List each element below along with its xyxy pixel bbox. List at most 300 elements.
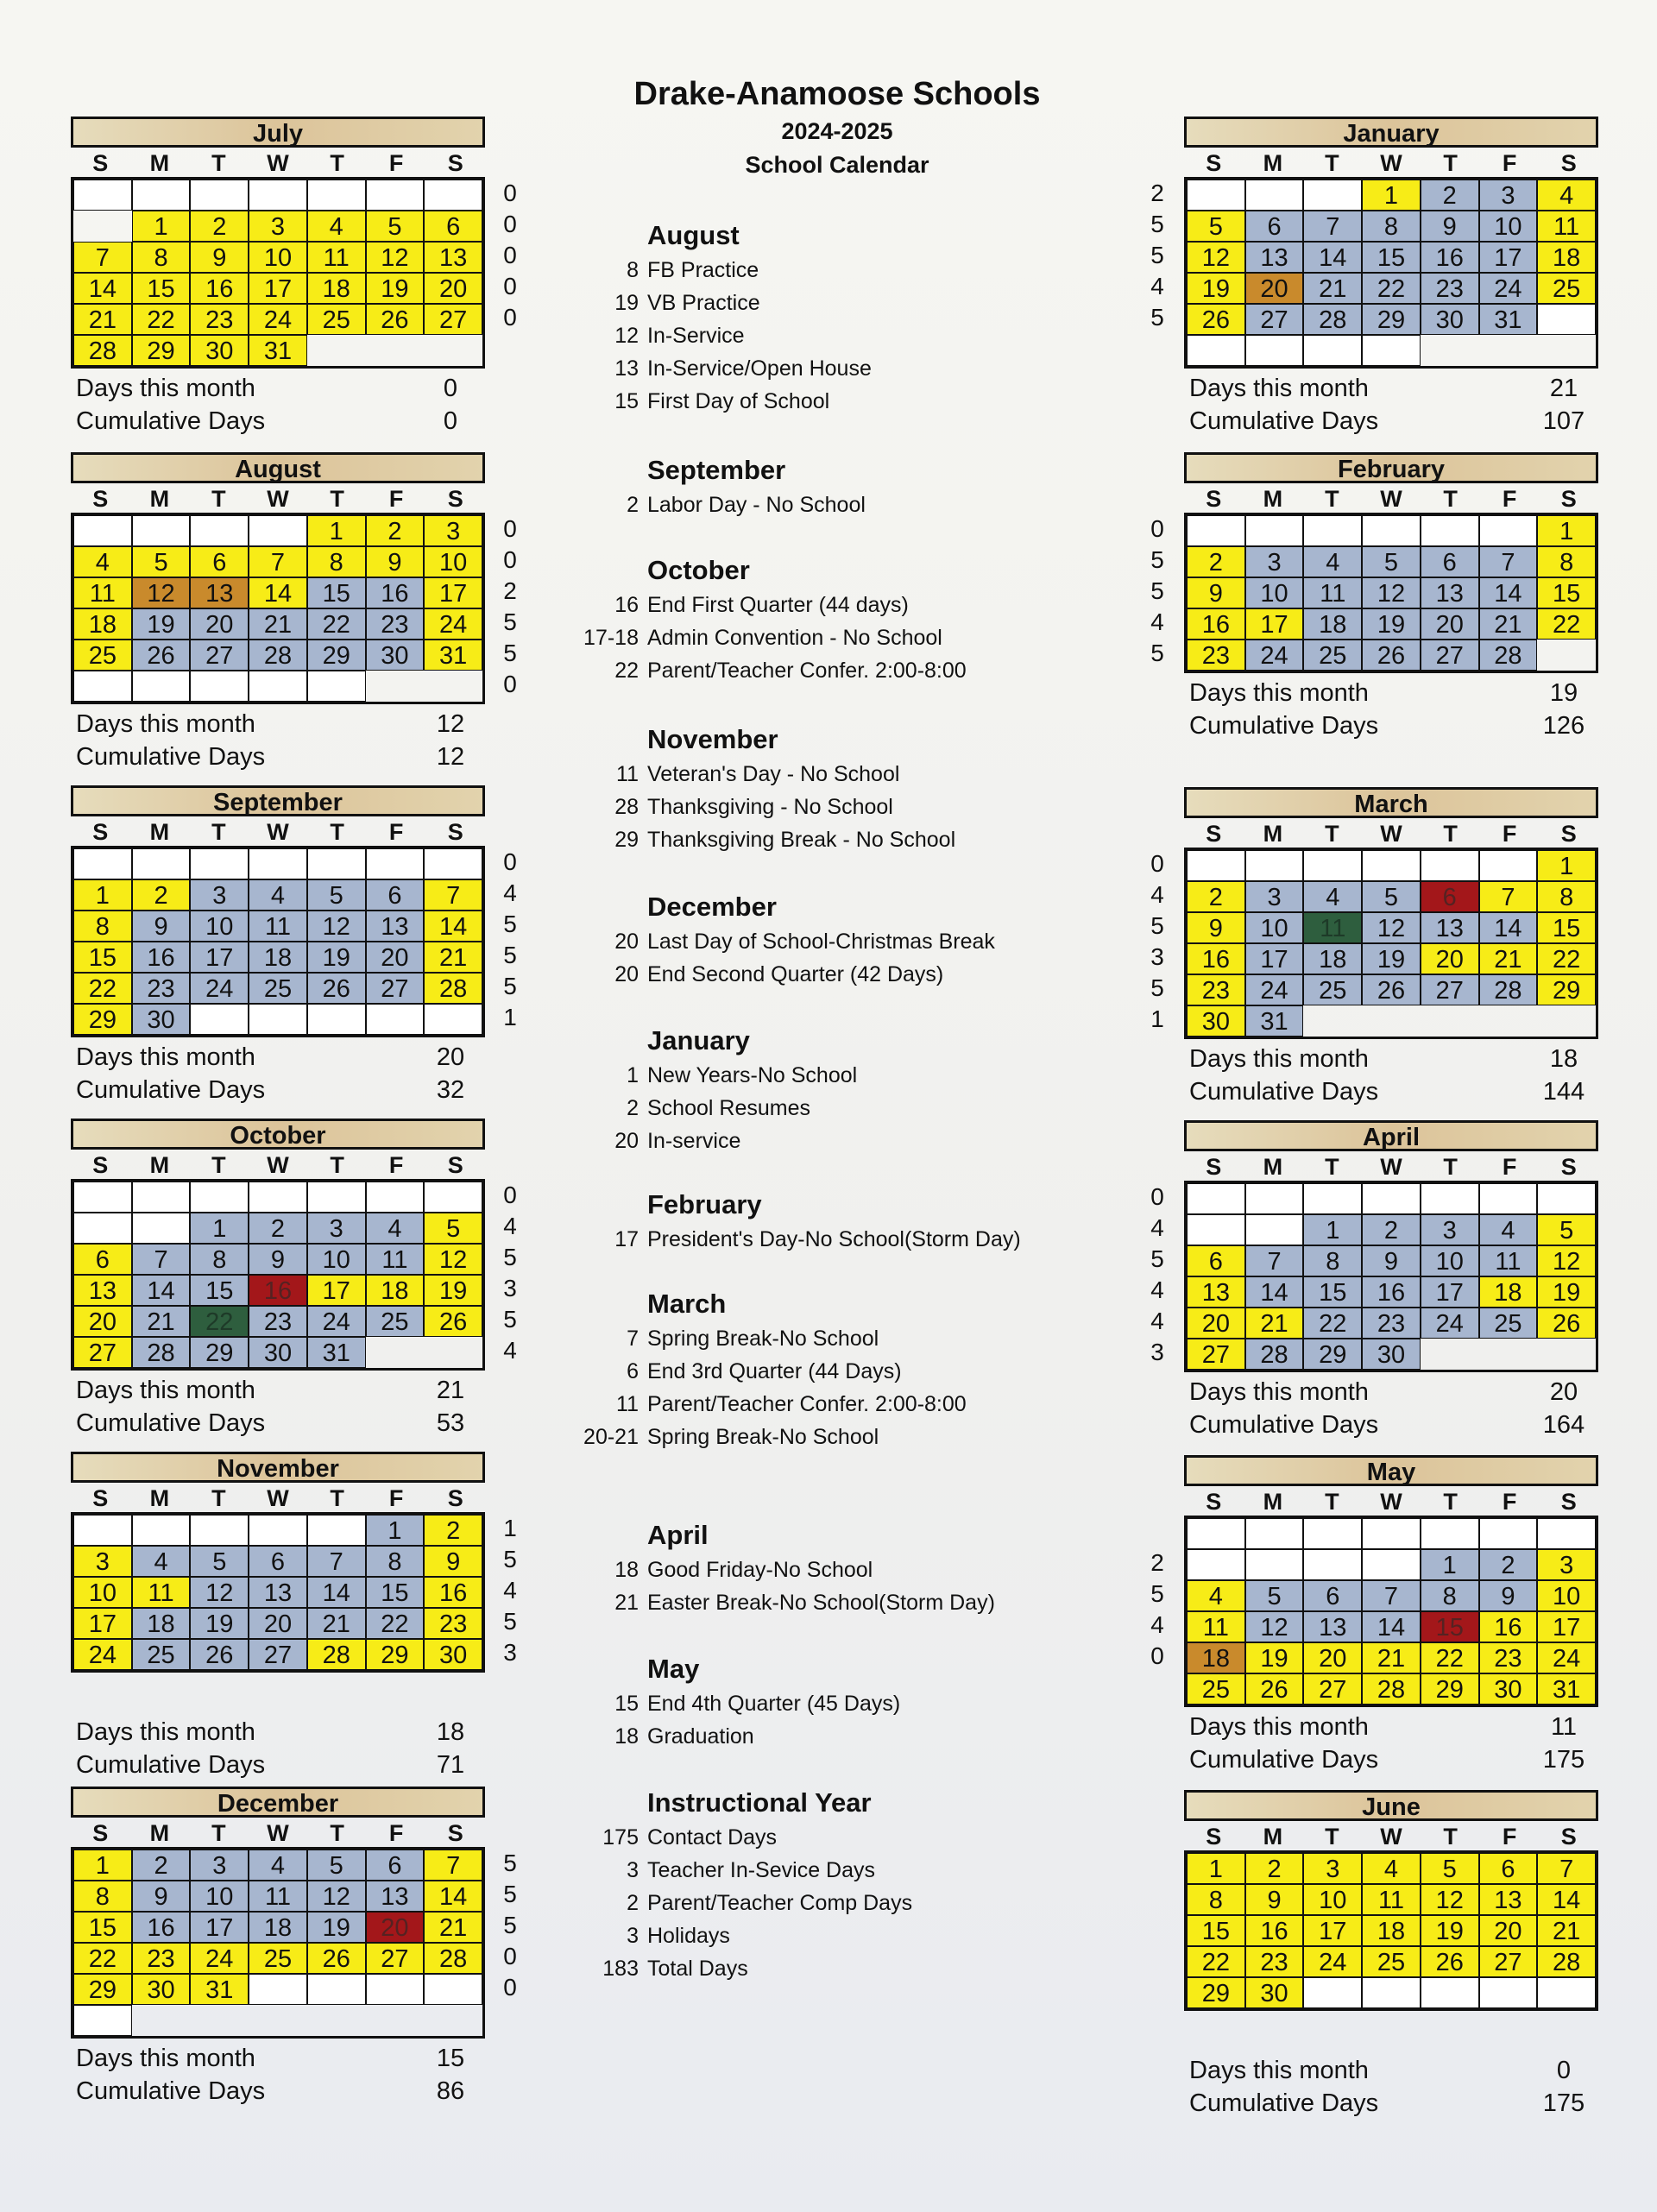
day-cell[interactable]: 7	[249, 546, 307, 577]
day-cell[interactable]: 5	[1362, 881, 1421, 912]
day-cell[interactable]: 4	[73, 546, 132, 577]
day-cell[interactable]: 9	[249, 1244, 307, 1275]
day-cell[interactable]: 18	[1537, 242, 1596, 273]
day-cell[interactable]: 24	[1245, 974, 1304, 1005]
day-cell[interactable]: 16	[1245, 1915, 1304, 1946]
day-cell[interactable]: 26	[1537, 1308, 1596, 1339]
day-cell[interactable]: 17	[190, 942, 249, 973]
day-cell[interactable]: 30	[1421, 304, 1479, 335]
day-cell[interactable]: 6	[1187, 1245, 1245, 1276]
day-cell[interactable]: 20	[249, 1608, 307, 1639]
day-cell[interactable]: 18	[249, 1912, 307, 1943]
day-cell[interactable]: 19	[424, 1275, 482, 1306]
day-cell[interactable]: 3	[249, 211, 307, 242]
day-cell[interactable]: 29	[1303, 1339, 1362, 1370]
day-cell[interactable]: 22	[190, 1306, 249, 1337]
day-cell[interactable]: 23	[1362, 1308, 1421, 1339]
day-cell[interactable]: 10	[249, 242, 307, 273]
day-cell[interactable]: 28	[1362, 1673, 1421, 1705]
day-cell[interactable]: 21	[73, 304, 132, 335]
day-cell[interactable]: 5	[424, 1213, 482, 1244]
day-cell[interactable]: 4	[249, 1850, 307, 1881]
day-cell[interactable]: 16	[190, 273, 249, 304]
day-cell[interactable]: 19	[132, 608, 191, 640]
day-cell[interactable]: 5	[1421, 1853, 1479, 1884]
day-cell[interactable]: 21	[1303, 273, 1362, 304]
day-cell[interactable]: 20	[73, 1306, 132, 1337]
day-cell[interactable]: 12	[424, 1244, 482, 1275]
day-cell[interactable]: 14	[307, 1577, 366, 1608]
day-cell[interactable]: 11	[366, 1244, 425, 1275]
day-cell[interactable]: 18	[307, 273, 366, 304]
day-cell[interactable]: 7	[73, 242, 132, 273]
day-cell[interactable]: 28	[1303, 304, 1362, 335]
day-cell[interactable]: 12	[132, 577, 191, 608]
day-cell[interactable]: 27	[366, 1943, 425, 1974]
day-cell[interactable]: 15	[190, 1275, 249, 1306]
day-cell[interactable]: 22	[73, 973, 132, 1004]
day-cell[interactable]: 17	[1537, 1611, 1596, 1642]
day-cell[interactable]: 2	[424, 1515, 482, 1546]
day-cell[interactable]: 16	[249, 1275, 307, 1306]
day-cell[interactable]: 28	[1537, 1946, 1596, 1977]
day-cell[interactable]: 18	[366, 1275, 425, 1306]
day-cell[interactable]: 5	[307, 879, 366, 911]
day-cell[interactable]: 10	[424, 546, 482, 577]
day-cell[interactable]: 23	[1245, 1946, 1304, 1977]
day-cell[interactable]: 26	[1362, 974, 1421, 1005]
day-cell[interactable]: 25	[366, 1306, 425, 1337]
day-cell[interactable]: 22	[1537, 608, 1596, 640]
day-cell[interactable]: 17	[249, 273, 307, 304]
day-cell[interactable]: 17	[1245, 608, 1304, 640]
day-cell[interactable]: 16	[1187, 943, 1245, 974]
day-cell[interactable]: 1	[132, 211, 191, 242]
day-cell[interactable]: 22	[1187, 1946, 1245, 1977]
day-cell[interactable]: 15	[307, 577, 366, 608]
day-cell[interactable]: 8	[1303, 1245, 1362, 1276]
day-cell[interactable]: 3	[1479, 180, 1538, 211]
day-cell[interactable]: 11	[1303, 577, 1362, 608]
day-cell[interactable]: 27	[1421, 974, 1479, 1005]
day-cell[interactable]: 18	[1303, 608, 1362, 640]
day-cell[interactable]: 25	[1479, 1308, 1538, 1339]
day-cell[interactable]: 22	[307, 608, 366, 640]
day-cell[interactable]: 14	[424, 1881, 482, 1912]
day-cell[interactable]: 1	[73, 879, 132, 911]
day-cell[interactable]: 26	[190, 1639, 249, 1670]
day-cell[interactable]: 28	[132, 1337, 191, 1368]
day-cell[interactable]: 30	[190, 335, 249, 366]
day-cell[interactable]: 15	[366, 1577, 425, 1608]
day-cell[interactable]: 12	[1245, 1611, 1304, 1642]
day-cell[interactable]: 26	[424, 1306, 482, 1337]
day-cell[interactable]: 2	[1187, 881, 1245, 912]
day-cell[interactable]: 11	[132, 1577, 191, 1608]
day-cell[interactable]: 7	[424, 879, 482, 911]
day-cell[interactable]: 26	[1187, 304, 1245, 335]
day-cell[interactable]: 21	[1362, 1642, 1421, 1673]
day-cell[interactable]: 26	[366, 304, 425, 335]
day-cell[interactable]: 26	[307, 973, 366, 1004]
day-cell[interactable]: 15	[1303, 1276, 1362, 1308]
day-cell[interactable]: 4	[366, 1213, 425, 1244]
day-cell[interactable]: 15	[1421, 1611, 1479, 1642]
day-cell[interactable]: 22	[132, 304, 191, 335]
day-cell[interactable]: 1	[73, 1850, 132, 1881]
day-cell[interactable]: 27	[1303, 1673, 1362, 1705]
day-cell[interactable]: 6	[249, 1546, 307, 1577]
day-cell[interactable]: 26	[1245, 1673, 1304, 1705]
day-cell[interactable]: 27	[1421, 640, 1479, 671]
day-cell[interactable]: 4	[1303, 546, 1362, 577]
day-cell[interactable]: 19	[1362, 943, 1421, 974]
day-cell[interactable]: 26	[307, 1943, 366, 1974]
day-cell[interactable]: 21	[307, 1608, 366, 1639]
day-cell[interactable]: 8	[307, 546, 366, 577]
day-cell[interactable]: 1	[1537, 850, 1596, 881]
day-cell[interactable]: 30	[132, 1974, 191, 2005]
day-cell[interactable]: 16	[1479, 1611, 1538, 1642]
day-cell[interactable]: 21	[424, 942, 482, 973]
day-cell[interactable]: 13	[1479, 1884, 1538, 1915]
day-cell[interactable]: 20	[1479, 1915, 1538, 1946]
day-cell[interactable]: 26	[1362, 640, 1421, 671]
day-cell[interactable]: 5	[1362, 546, 1421, 577]
day-cell[interactable]: 31	[1479, 304, 1538, 335]
day-cell[interactable]: 7	[1245, 1245, 1304, 1276]
day-cell[interactable]: 6	[366, 1850, 425, 1881]
day-cell[interactable]: 7	[1479, 546, 1538, 577]
day-cell[interactable]: 17	[190, 1912, 249, 1943]
day-cell[interactable]: 3	[1537, 1549, 1596, 1580]
day-cell[interactable]: 7	[132, 1244, 191, 1275]
day-cell[interactable]: 20	[366, 1912, 425, 1943]
day-cell[interactable]: 28	[1479, 640, 1538, 671]
day-cell[interactable]: 16	[1362, 1276, 1421, 1308]
day-cell[interactable]: 27	[190, 640, 249, 671]
day-cell[interactable]: 7	[307, 1546, 366, 1577]
day-cell[interactable]: 25	[1362, 1946, 1421, 1977]
day-cell[interactable]: 28	[424, 1943, 482, 1974]
day-cell[interactable]: 4	[1479, 1214, 1538, 1245]
day-cell[interactable]: 11	[249, 1881, 307, 1912]
day-cell[interactable]: 2	[249, 1213, 307, 1244]
day-cell[interactable]: 31	[190, 1974, 249, 2005]
day-cell[interactable]: 9	[1245, 1884, 1304, 1915]
day-cell[interactable]: 9	[1362, 1245, 1421, 1276]
day-cell[interactable]: 6	[73, 1244, 132, 1275]
day-cell[interactable]: 13	[1421, 912, 1479, 943]
day-cell[interactable]: 19	[190, 1608, 249, 1639]
day-cell[interactable]: 5	[366, 211, 425, 242]
day-cell[interactable]: 24	[1479, 273, 1538, 304]
day-cell[interactable]: 7	[424, 1850, 482, 1881]
day-cell[interactable]: 28	[307, 1639, 366, 1670]
day-cell[interactable]: 3	[1421, 1214, 1479, 1245]
day-cell[interactable]: 8	[1537, 546, 1596, 577]
day-cell[interactable]: 28	[1245, 1339, 1304, 1370]
day-cell[interactable]: 29	[1537, 974, 1596, 1005]
day-cell[interactable]: 15	[1362, 242, 1421, 273]
day-cell[interactable]: 18	[132, 1608, 191, 1639]
day-cell[interactable]: 25	[249, 973, 307, 1004]
day-cell[interactable]: 12	[1362, 577, 1421, 608]
day-cell[interactable]: 14	[132, 1275, 191, 1306]
day-cell[interactable]: 27	[73, 1337, 132, 1368]
day-cell[interactable]: 15	[73, 942, 132, 973]
day-cell[interactable]: 4	[1362, 1853, 1421, 1884]
day-cell[interactable]: 29	[73, 1974, 132, 2005]
day-cell[interactable]: 19	[1362, 608, 1421, 640]
day-cell[interactable]: 21	[132, 1306, 191, 1337]
day-cell[interactable]: 28	[73, 335, 132, 366]
day-cell[interactable]: 15	[1537, 912, 1596, 943]
day-cell[interactable]: 24	[1303, 1946, 1362, 1977]
day-cell[interactable]: 21	[249, 608, 307, 640]
day-cell[interactable]: 18	[1362, 1915, 1421, 1946]
day-cell[interactable]: 29	[1362, 304, 1421, 335]
day-cell[interactable]: 19	[307, 1912, 366, 1943]
day-cell[interactable]: 23	[132, 1943, 191, 1974]
day-cell[interactable]: 26	[1421, 1946, 1479, 1977]
day-cell[interactable]: 6	[366, 879, 425, 911]
day-cell[interactable]: 15	[1187, 1915, 1245, 1946]
day-cell[interactable]: 23	[1187, 640, 1245, 671]
day-cell[interactable]: 9	[132, 1881, 191, 1912]
day-cell[interactable]: 6	[1245, 211, 1304, 242]
day-cell[interactable]: 16	[424, 1577, 482, 1608]
day-cell[interactable]: 9	[424, 1546, 482, 1577]
day-cell[interactable]: 10	[1303, 1884, 1362, 1915]
day-cell[interactable]: 18	[1187, 1642, 1245, 1673]
day-cell[interactable]: 27	[1245, 304, 1304, 335]
day-cell[interactable]: 8	[190, 1244, 249, 1275]
day-cell[interactable]: 9	[1479, 1580, 1538, 1611]
day-cell[interactable]: 5	[132, 546, 191, 577]
day-cell[interactable]: 12	[366, 242, 425, 273]
day-cell[interactable]: 31	[1537, 1673, 1596, 1705]
day-cell[interactable]: 2	[1187, 546, 1245, 577]
day-cell[interactable]: 17	[1421, 1276, 1479, 1308]
day-cell[interactable]: 21	[424, 1912, 482, 1943]
day-cell[interactable]: 21	[1479, 943, 1538, 974]
day-cell[interactable]: 1	[1537, 515, 1596, 546]
day-cell[interactable]: 11	[73, 577, 132, 608]
day-cell[interactable]: 27	[1187, 1339, 1245, 1370]
day-cell[interactable]: 9	[366, 546, 425, 577]
day-cell[interactable]: 19	[1537, 1276, 1596, 1308]
day-cell[interactable]: 21	[1479, 608, 1538, 640]
day-cell[interactable]: 19	[366, 273, 425, 304]
day-cell[interactable]: 12	[1537, 1245, 1596, 1276]
day-cell[interactable]: 24	[190, 1943, 249, 1974]
day-cell[interactable]: 8	[1421, 1580, 1479, 1611]
day-cell[interactable]: 29	[1421, 1673, 1479, 1705]
day-cell[interactable]: 20	[424, 273, 482, 304]
day-cell[interactable]: 8	[73, 911, 132, 942]
day-cell[interactable]: 27	[1479, 1946, 1538, 1977]
day-cell[interactable]: 2	[1362, 1214, 1421, 1245]
day-cell[interactable]: 16	[1421, 242, 1479, 273]
day-cell[interactable]: 9	[132, 911, 191, 942]
day-cell[interactable]: 24	[424, 608, 482, 640]
day-cell[interactable]: 14	[1479, 577, 1538, 608]
day-cell[interactable]: 11	[307, 242, 366, 273]
day-cell[interactable]: 5	[1245, 1580, 1304, 1611]
day-cell[interactable]: 30	[1362, 1339, 1421, 1370]
day-cell[interactable]: 29	[1187, 1977, 1245, 2008]
day-cell[interactable]: 16	[366, 577, 425, 608]
day-cell[interactable]: 9	[1187, 912, 1245, 943]
day-cell[interactable]: 27	[424, 304, 482, 335]
day-cell[interactable]: 20	[1303, 1642, 1362, 1673]
day-cell[interactable]: 28	[249, 640, 307, 671]
day-cell[interactable]: 20	[1187, 1308, 1245, 1339]
day-cell[interactable]: 13	[1187, 1276, 1245, 1308]
day-cell[interactable]: 6	[424, 211, 482, 242]
day-cell[interactable]: 19	[307, 942, 366, 973]
day-cell[interactable]: 18	[73, 608, 132, 640]
day-cell[interactable]: 5	[190, 1546, 249, 1577]
day-cell[interactable]: 25	[1187, 1673, 1245, 1705]
day-cell[interactable]: 6	[1303, 1580, 1362, 1611]
day-cell[interactable]: 30	[249, 1337, 307, 1368]
day-cell[interactable]: 5	[307, 1850, 366, 1881]
day-cell[interactable]: 3	[1303, 1853, 1362, 1884]
day-cell[interactable]: 10	[190, 911, 249, 942]
day-cell[interactable]: 17	[1303, 1915, 1362, 1946]
day-cell[interactable]: 25	[132, 1639, 191, 1670]
day-cell[interactable]: 16	[132, 1912, 191, 1943]
day-cell[interactable]: 5	[1187, 211, 1245, 242]
day-cell[interactable]: 19	[1187, 273, 1245, 304]
day-cell[interactable]: 29	[190, 1337, 249, 1368]
day-cell[interactable]: 1	[1421, 1549, 1479, 1580]
day-cell[interactable]: 20	[366, 942, 425, 973]
day-cell[interactable]: 23	[1421, 273, 1479, 304]
day-cell[interactable]: 18	[1303, 943, 1362, 974]
day-cell[interactable]: 27	[366, 973, 425, 1004]
day-cell[interactable]: 29	[132, 335, 191, 366]
day-cell[interactable]: 12	[190, 1577, 249, 1608]
day-cell[interactable]: 18	[249, 942, 307, 973]
day-cell[interactable]: 30	[1245, 1977, 1304, 2008]
day-cell[interactable]: 2	[132, 1850, 191, 1881]
day-cell[interactable]: 22	[366, 1608, 425, 1639]
day-cell[interactable]: 3	[307, 1213, 366, 1244]
day-cell[interactable]: 16	[132, 942, 191, 973]
day-cell[interactable]: 2	[1245, 1853, 1304, 1884]
day-cell[interactable]: 7	[1479, 881, 1538, 912]
day-cell[interactable]: 31	[1245, 1005, 1304, 1037]
day-cell[interactable]: 10	[1245, 577, 1304, 608]
day-cell[interactable]: 23	[1479, 1642, 1538, 1673]
day-cell[interactable]: 25	[1303, 974, 1362, 1005]
day-cell[interactable]: 8	[1187, 1884, 1245, 1915]
day-cell[interactable]: 7	[1362, 1580, 1421, 1611]
day-cell[interactable]: 20	[190, 608, 249, 640]
day-cell[interactable]: 3	[424, 515, 482, 546]
day-cell[interactable]: 4	[1187, 1580, 1245, 1611]
day-cell[interactable]: 29	[366, 1639, 425, 1670]
day-cell[interactable]: 10	[1537, 1580, 1596, 1611]
day-cell[interactable]: 17	[1479, 242, 1538, 273]
day-cell[interactable]: 6	[1421, 881, 1479, 912]
day-cell[interactable]: 25	[307, 304, 366, 335]
day-cell[interactable]: 10	[1479, 211, 1538, 242]
day-cell[interactable]: 14	[1362, 1611, 1421, 1642]
day-cell[interactable]: 10	[73, 1577, 132, 1608]
day-cell[interactable]: 14	[249, 577, 307, 608]
day-cell[interactable]: 19	[1421, 1915, 1479, 1946]
day-cell[interactable]: 5	[1537, 1214, 1596, 1245]
day-cell[interactable]: 13	[366, 1881, 425, 1912]
day-cell[interactable]: 31	[249, 335, 307, 366]
day-cell[interactable]: 12	[307, 1881, 366, 1912]
day-cell[interactable]: 8	[73, 1881, 132, 1912]
day-cell[interactable]: 15	[132, 273, 191, 304]
day-cell[interactable]: 8	[132, 242, 191, 273]
day-cell[interactable]: 6	[1421, 546, 1479, 577]
day-cell[interactable]: 21	[1245, 1308, 1304, 1339]
day-cell[interactable]: 7	[1303, 211, 1362, 242]
day-cell[interactable]: 30	[132, 1004, 191, 1035]
day-cell[interactable]: 13	[190, 577, 249, 608]
day-cell[interactable]: 1	[1362, 180, 1421, 211]
day-cell[interactable]: 3	[1245, 881, 1304, 912]
day-cell[interactable]: 21	[1537, 1915, 1596, 1946]
day-cell[interactable]: 7	[1537, 1853, 1596, 1884]
day-cell[interactable]: 6	[190, 546, 249, 577]
day-cell[interactable]: 14	[1245, 1276, 1304, 1308]
day-cell[interactable]: 4	[1537, 180, 1596, 211]
day-cell[interactable]: 4	[307, 211, 366, 242]
day-cell[interactable]: 9	[1421, 211, 1479, 242]
day-cell[interactable]: 11	[1303, 912, 1362, 943]
day-cell[interactable]: 30	[366, 640, 425, 671]
day-cell[interactable]: 12	[1421, 1884, 1479, 1915]
day-cell[interactable]: 24	[1421, 1308, 1479, 1339]
day-cell[interactable]: 30	[424, 1639, 482, 1670]
day-cell[interactable]: 12	[307, 911, 366, 942]
day-cell[interactable]: 23	[424, 1608, 482, 1639]
day-cell[interactable]: 6	[1479, 1853, 1538, 1884]
day-cell[interactable]: 3	[190, 879, 249, 911]
day-cell[interactable]: 29	[307, 640, 366, 671]
day-cell[interactable]: 1	[366, 1515, 425, 1546]
day-cell[interactable]: 13	[1303, 1611, 1362, 1642]
day-cell[interactable]: 15	[1537, 577, 1596, 608]
day-cell[interactable]: 1	[1187, 1853, 1245, 1884]
day-cell[interactable]: 13	[73, 1275, 132, 1306]
day-cell[interactable]: 28	[424, 973, 482, 1004]
day-cell[interactable]: 23	[132, 973, 191, 1004]
day-cell[interactable]: 14	[1479, 912, 1538, 943]
day-cell[interactable]: 22	[73, 1943, 132, 1974]
day-cell[interactable]: 22	[1362, 273, 1421, 304]
day-cell[interactable]: 4	[249, 879, 307, 911]
day-cell[interactable]: 30	[1187, 1005, 1245, 1037]
day-cell[interactable]: 24	[1537, 1642, 1596, 1673]
day-cell[interactable]: 17	[307, 1275, 366, 1306]
day-cell[interactable]: 18	[1479, 1276, 1538, 1308]
day-cell[interactable]: 25	[1303, 640, 1362, 671]
day-cell[interactable]: 3	[73, 1546, 132, 1577]
day-cell[interactable]: 11	[249, 911, 307, 942]
day-cell[interactable]: 3	[1245, 546, 1304, 577]
day-cell[interactable]: 12	[1362, 912, 1421, 943]
